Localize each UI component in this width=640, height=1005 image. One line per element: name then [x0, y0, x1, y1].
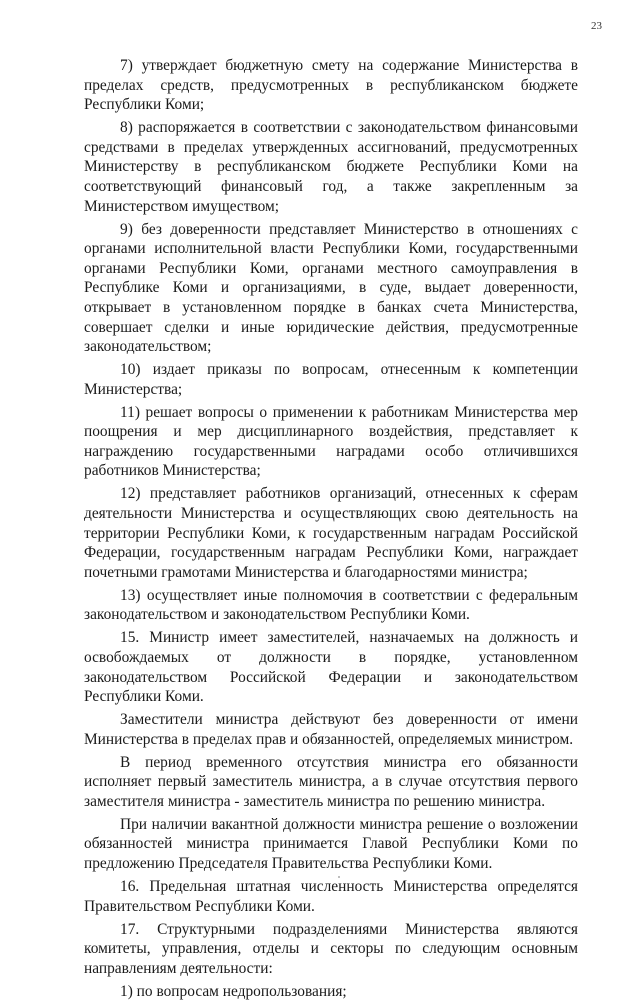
paragraph-section-16: 16. Предельная штатная численность Министерства определятся Правительством Республики Коми. [84, 878, 578, 915]
paragraph-section-17: 17. Структурными подразделениями Министерства являются комитеты, управления, отделы и секторы по следующим основным направлениям деятельности: [84, 920, 578, 977]
paragraph-item-9: 9) без доверенности представляет Министерство в отношениях с органами исполнительной власти Республики Коми, государственными органами Республики Коми, органами местного самоуправления в Республике Коми и организациями, в суде, выдает доверенности, открывает в установленном порядке в банках счета Министерства, совершает сделки и иные юридические действия, предусмотренные законодательством; [84, 220, 578, 356]
paragraph-item-11: 11) решает вопросы о применении к работникам Министерства мер поощрения и мер дисциплинарного воздействия, представляет к награждению государственными наградами особо отличившихся работников Министерства; [84, 403, 578, 480]
page-number: 23 [591, 20, 602, 32]
paragraph-item-10: 10) издает приказы по вопросам, отнесенным к компетенции Министерства; [84, 361, 578, 398]
scan-speck [338, 876, 340, 878]
paragraph-item-7: 7) утверждает бюджетную смету на содержание Министерства в пределах средств, предусмотренных в республиканском бюджете Республики Коми; [84, 57, 578, 114]
paragraph-item-17-1: 1) по вопросам недропользования; [120, 982, 347, 1000]
paragraph-deputies: Заместители министра действуют без доверенности от имени Министерства в пределах прав и обязанностей, определяемых министром. [84, 711, 578, 748]
paragraph-section-15: 15. Министр имеет заместителей, назначаемых на должность и освобождаемых от должности в порядке, установленном законодательством Российской Федерации и законодательством Республики Коми. [84, 629, 578, 706]
paragraph-item-13: 13) осуществляет иные полномочия в соответствии с федеральным законодательством и законодательством Республики Коми. [84, 586, 578, 624]
document-body [84, 56, 578, 1005]
paragraph-item-12: 12) представляет работников организаций, отнесенных к сферам деятельности Министерства и осуществляющих свою деятельность на территории Республики Коми, к государственным наградам Российской Федерации, государственным наградам Республики Коми, награждает почетными грамотами Министерства и благодарностями министра; [84, 485, 578, 581]
paragraph-temporary-absence: В период временного отсутствия министра его обязанности исполняет первый заместитель министра, а в случае отсутствия первого заместителя министра - заместитель министра по решению министра. [84, 753, 578, 810]
paragraph-vacancy: При наличии вакантной должности министра решение о возложении обязанностей министра принимается Главой Республики Коми по предложению Председателя Правительства Республики Коми. [84, 815, 578, 873]
paragraph-item-8: 8) распоряжается в соответствии с законодательством финансовыми средствами в пределах утвержденных ассигнований, предусмотренных Министерству в республиканском бюджете Республики Коми на соответствующий финансовый год, а также закрепленным за Министерством имуществом; [84, 119, 578, 215]
